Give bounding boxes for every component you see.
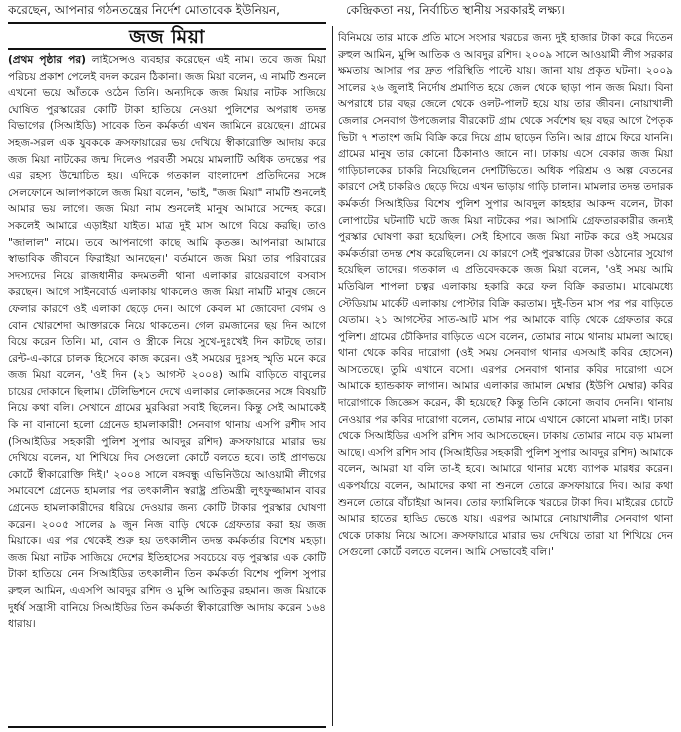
article-column-right bbox=[338, 30, 673, 726]
article-paragraph-right: বিনিময়ে তার মাকে প্রতি মাসে সংসার খরচের জন্য দুই হাজার টাকা করে দিতেন রুহুল আমিন, মুন্সি আতিক ও আবদুর রশিদ। ২০০৯ সালে আওয়ামী লীগ সরকার ক্ষমতায় আসার পর দ্রুত পরিস্থিতি পাল্টে যায়। জানা যায় প্রকৃত ঘটনা। ২০০৯ সালের ২৬ জুলাই নির্দোষ প্রমাণিত হয়ে জেল থেকে ছাড়া পান জজ মিয়া। বিনা অপরাধে চার বছর জেলে থেকে ওলট-পালট হয়ে যায় তার জীবন। নোয়াখালী জেলার সেনবাগ উপজেলার বীরকোট গ্রাম থেকে সর্বশেষ ছয় বছর আগে পৈতৃক ভিটা ৭ শতাংশ জমি বিক্রি করে দিয়ে গ্রাম ছাড়েন তিনি। আর গ্রামে ফিরে যাননি। গ্রামের মানুষ তার কোনো ঠিকানাও জানে না। ঢাকায় এসে বেকার জজ মিয়া গাড়িচালকের চাকরি নিয়েছিলেন দেশটিভিতে। অধিক পরিশ্রম ও অল্প বেতনের কারণে সেই চাকরিও ছেড়ে দিয়ে এখন ভাড়ায় গাড়ি চালান। মামলার তদন্ত তদারক কর্মকর্তা সিআইডির বিশেষ পুলিশ সুপার আবদুল কাহহার আকন্দ বলেন, টাকা লোপাটের ঘটনাটি ঘটে জজ মিয়া নাটকের পর। আসামি গ্রেফতারকারীর জন্যই পুরস্কার ঘোষণা করা হয়েছিল। সেই হিসাবে জজ মিয়া নাটক করে ওই সময়ের কর্মকর্তারা তদন্ত শেষ করেছিলেন। যে কারণে সেই পুরস্কারের টাকা ওঠানোর সুযোগ হয়েছিল তাদের। গতকাল এ প্রতিবেদককে জজ মিয়া বলেন, 'ওই সময় আমি মতিঝিল শাপলা চত্বর এলাকায় হকারি করে ফল বিক্রি করতাম। মাঝেমধ্যে স্টেডিয়াম মার্কেট এলাকায় পোস্টার বিক্রি করতাম। দুই-তিন মাস পর পর বাড়িতে যেতাম। ২১ আগস্টের সাত-আট মাস পর আমাকে বাড়ি থেকে গ্রেফতার করে পুলিশ। গ্রামের চৌকিদার বাড়িতে এসে বলেন, তোমার নামে থানায় মামলা আছে। থানা থেকে কবির দারোগা (ওই সময় সেনবাগ থানার এসআই কবির হোসেন) আসতেছে। তুমি এখানে বসো। এরপর সেনবাগ থানার কবির দারোগা এসে আমাকে হ্যান্ডকাফ লাগান। আমার এলাকার জামাল মেম্বার (ইউপি মেম্বার) কবির দারোগাকে জিজ্ঞেস করেন, কী হয়েছে? কিন্তু তিনি কোনো জবাব দেননি। থানায় নেওয়ার পর কবির দারোগা বলেন, তোমার নামে এখানে কোনো মামলা নাই। ঢাকা থেকে সিআইডির এসপি রশিদ সাব আসতেছেন। ঢাকায় তোমার নামে বড় মামলা আছে। এসপি রশিদ সাব (সিআইডির সহকারী পুলিশ সুপার আবদুর রশিদ) আমাকে বলেন, আমরা যা বলি তা-ই হবে। আমারে থানার মধ্যে ব্যাপক মারধর করেন। একপর্যায়ে বলেন, আমাদের কথা না শুনলে তোরে ক্রসফায়ারে দিব। আর কথা শুনলে তোরে বাঁচাইয়া আনব। তোর ফ্যামিলিকে খরচের টাকা দিব। মাইরের চোটে আমার হাতের হাড্ডি ভেঙে যায়। এরপর আমারে নোয়াখালীর সেনবাগ থানা থেকে ঢাকায় নিয়ে আসে। ক্রসফায়ারে মারার ভয় দেখিয়ে তারা যা শিখিয়ে দেন সেগুলো কোর্টে বলতে বলেন। আমি সেভাবেই বলি।' bbox=[338, 32, 673, 559]
previous-article-right-text: কেন্দ্রিকতা নয়, নির্বাচিত স্থানীয় সরকারই লক্ষ্য। bbox=[346, 3, 565, 17]
article-column-left bbox=[8, 52, 326, 724]
column-divider bbox=[332, 26, 333, 726]
left-body-text: লাইসেন্সও ব্যবহার করেছেন এই নাম। তবে জজ মিয়া পরিচয় প্রকাশ পেলেই বদল করেন ঠিকানা। জজ মিয়া বলেন, এ নামটি শুনলে এখনো ভয়ে আঁতকে ওঠেন তিনি। অন্যদিকে জজ মিয়ার নাটক সাজিয়ে ঘোষিত পুরস্কারের কোটি টাকা হাতিয়ে নেওয়া পুলিশের অপরাধ তদন্ত বিভাগের (সিআইডি) সাবেক তিন কর্মকর্তা এখন জামিনে রয়েছেন। গ্রামের সহজ-সরল এক যুবককে ক্রসফায়ারের ভয় দেখিয়ে স্বীকারোক্তি আদায় করে জজ মিয়া নাটকের জন্ম দিলেও পরবর্তী সময়ে মামলাটি অধিক তদন্তের পর এর রহস্য উন্মোচিত হয়। এদিকে গতকাল বাংলাদেশ প্রতিদিনের সঙ্গে সেলফোনে আলাপকালে জজ মিয়া বলেন, 'ভাই, "জজ মিয়া" নামটি শুনলেই আমার ভয় লাগে। জজ মিয়া নাম শুনলেই মানুষ আমারে সন্দেহ করে। সকলেই আমারে এড়াইয়া যাইত। মাত্র দুই মাস আগে বিয়ে করছি। তাও "জালাল" নামে। তবে আপনাগো কাছে আমি কৃতজ্ঞ। আপনারা আমারে স্বাভাবিক জীবনে ফিরাইয়া আনছেন।' বর্তমানে জজ মিয়া তার পরিবারের সদস্যদের নিয়ে রাজধানীর কদমতলী থানা এলাকার রায়েরবাগে বসবাস করছেন। আগে সাইনবোর্ড এলাকায় থাকলেও জজ মিয়া নামটি মানুষ জেনে ফেলার কারণে ওই এলাকা ছেড়ে দেন। আগে কেবল মা জোবেদা বেগম ও বোন খোরশেদা আক্তারকে নিয়ে থাকতেন। গেল রমজানের ছয় দিন আগে বিয়ে করেন তিনি। মা, বোন ও স্ত্রীকে নিয়ে সুখে-দুঃখেই দিন কাটছে তার। রেন্ট-এ-কারে চালক হিসেবে কাজ করেন। ওই সময়ের দুঃসহ স্মৃতি মনে করে জজ মিয়া বলেন, 'ওই দিন (২১ আগস্ট ২০০৪) আমি বাড়িতে বাবুলের চায়ের দোকানে ছিলাম। টেলিভিশনে দেখে এলাকার লোকজনের সঙ্গে বিষয়টি নিয়ে কথা বলি। সেখানে গ্রামের মুরব্বিরা সবাই ছিলেন। কিন্তু সেই আমাকেই কি না বানানো হলো গ্রেনেড হামলাকারী! সেনবাগ থানায় এসপি রশীদ সাব (সিআইডির সহকারী পুলিশ সুপার আবদুর রশিদ) ক্রসফায়ারে মারার ভয় দেখিয়ে বলেন, যা শিখিয়ে দিব সেগুলো কোর্টে বলতে হবে। তাই প্রাণভয়ে কোর্টে স্বীকারোক্তি দিই।' ২০০৪ সালে বঙ্গবন্ধু এভিনিউয়ে আওয়ামী লীগের সমাবেশে গ্রেনেড হামলার পর তৎকালীন স্বরাষ্ট্র প্রতিমন্ত্রী লুৎফুজ্জামান বাবর গ্রেনেড হামলাকারীদের ধরিয়ে দেওয়ার জন্য কোটি টাকার পুরস্কার ঘোষণা করেন। ২০০৫ সালের ৯ জুন নিজ বাড়ি থেকে গ্রেফতার করা হয় জজ মিয়াকে। এর পর থেকেই শুরু হয় তৎকালীন তদন্ত কর্মকর্তার বিশেষ মহড়া। জজ মিয়া নাটক সাজিয়ে দেশের ইতিহাসের সবচেয়ে বড় পুরস্কার এক কোটি টাকা হাতিয়ে নেন সিআইডির তৎকালীন তিন কর্মকর্তা বিশেষ পুলিশ সুপার রুহুল আমিন, এএসপি আবদুর রশিদ ও মুন্সি আতিকুর রহমান। জজ মিয়াকে দুর্ধর্ষ সন্ত্রাসী বানিয়ে সিআইডির তিন কর্মকর্তা স্বীকারোক্তি আদায় করেন ১৬৪ ধারায়। bbox=[8, 54, 326, 631]
article-headline: জজ মিয়া bbox=[129, 26, 205, 48]
bottom-rule bbox=[8, 726, 326, 728]
previous-article-left-text: করেছেন, আপনার গঠনতন্ত্রের নির্দেশ মোতাবেক ইউনিয়ন, bbox=[8, 3, 280, 17]
headline-box bbox=[8, 26, 326, 50]
continuation-kicker: (প্রথম পৃষ্ঠার পর) bbox=[8, 54, 86, 66]
article-paragraph-left bbox=[8, 52, 326, 633]
top-rule bbox=[8, 22, 326, 24]
